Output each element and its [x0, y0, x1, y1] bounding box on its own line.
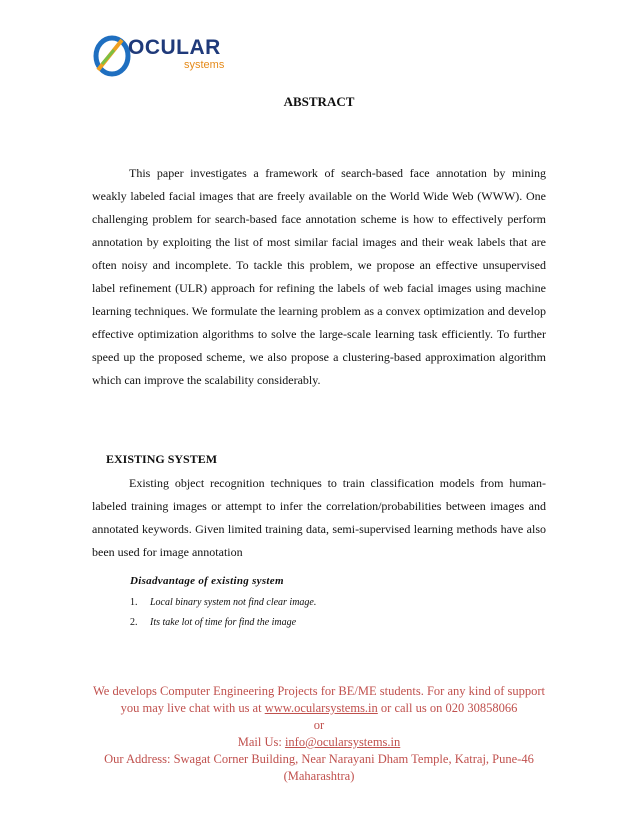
existing-system-paragraph	[92, 472, 546, 564]
footer-mail-line	[88, 734, 550, 751]
logo-wordmark: OCULAR	[128, 36, 221, 59]
list-item-text: Local binary system not find clear image.	[150, 597, 317, 608]
existing-system-text: Existing object recognition techniques to train classification models from human-labeled training images or attempt to infer the correlation/probabilities between images and annotated keywords. Given limited training data, semi-supervised learning methods have also been used for image annotation	[92, 476, 546, 559]
list-item	[130, 617, 296, 628]
list-item-text: Its take lot of time for find the image	[150, 617, 297, 628]
footer-intro-text: We develops Computer Engineering Projects for BE/ME students. For any kind of support you may live chat with us at	[92, 684, 546, 715]
list-item-number: 1.	[130, 597, 138, 608]
footer-phone-text: or call us on 020 30858066	[380, 701, 518, 715]
existing-system-heading: EXISTING SYSTEM	[106, 452, 218, 466]
list-item-number: 2.	[130, 617, 138, 628]
footer-contact-line	[88, 683, 550, 717]
footer-or: or	[313, 718, 325, 732]
logo-subtitle: systems	[184, 59, 225, 71]
ocular-logo-icon	[92, 34, 132, 78]
list-item	[130, 597, 316, 608]
abstract-paragraph	[92, 162, 546, 392]
footer	[88, 683, 550, 785]
footer-address: Our Address: Swagat Corner Building, Near Narayani Dham Temple, Katraj, Pune-46 (Maharashtra)	[104, 752, 534, 783]
email-link[interactable]: info@ocularsystems.in	[284, 735, 401, 749]
page-title: ABSTRACT	[283, 94, 355, 109]
mail-label: Mail Us:	[237, 735, 282, 749]
disadvantages-heading: Disadvantage of existing system	[130, 575, 284, 587]
abstract-text: This paper investigates a framework of search-based face annotation by mining weakly labeled facial images that are freely available on the World Wide Web (WWW). One challenging problem for search-based face annotation scheme is how to effectively perform annotation by exploiting the list of most similar facial images and their weak labels that are often noisy and incomplete. To tackle this problem, we propose an effective unsupervised label refinement (ULR) approach for refining the labels of web facial images using machine learning techniques. We formulate the learning problem as a convex optimization and develop effective optimization algorithms to solve the large-scale learning task efficiently. To further speed up the proposed scheme, we also propose a clustering-based approximation algorithm which can improve the scalability considerably.	[92, 166, 546, 387]
company-logo	[92, 34, 242, 78]
website-link[interactable]: www.ocularsystems.in	[264, 701, 378, 715]
